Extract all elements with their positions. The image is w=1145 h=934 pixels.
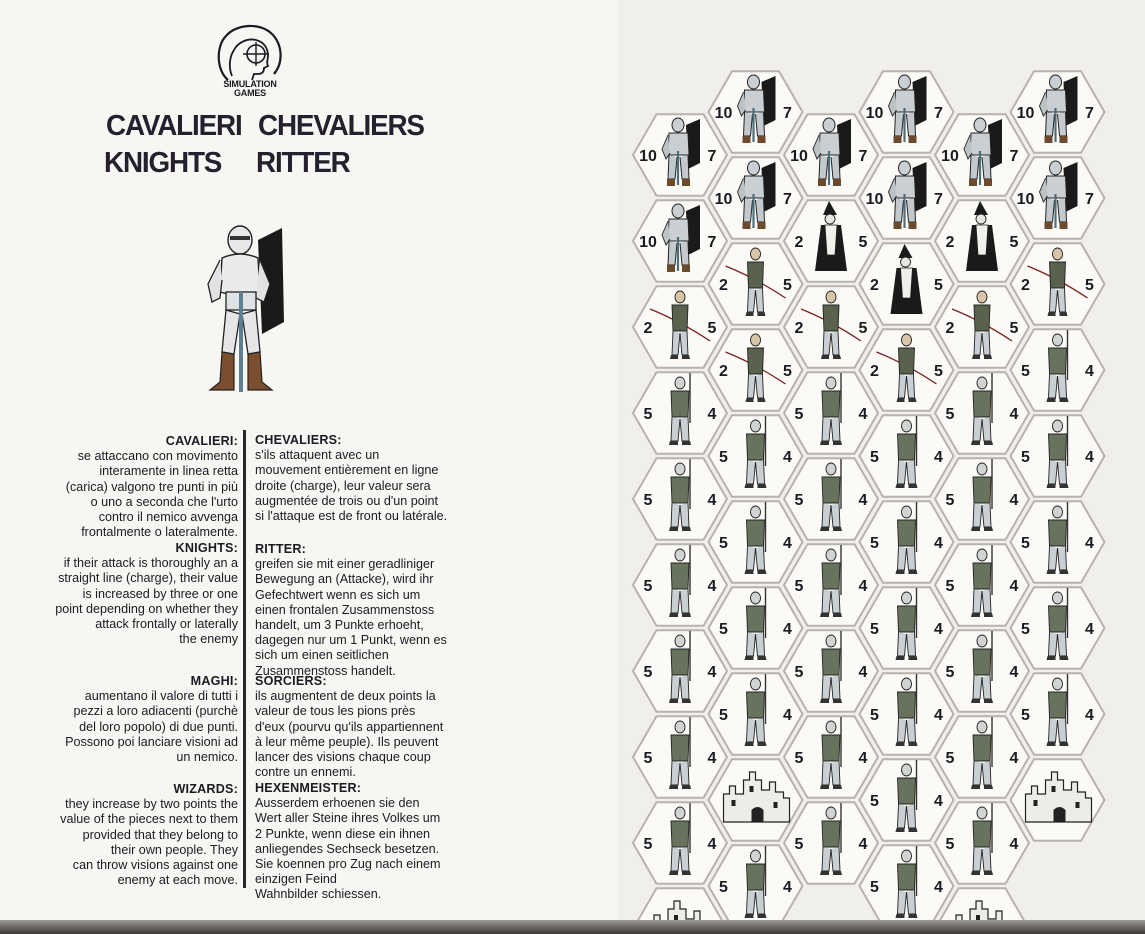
wizard-counter[interactable] <box>860 243 954 324</box>
soldier-counter[interactable] <box>1011 587 1105 668</box>
counter-attack-value: 5 <box>1021 449 1030 466</box>
counter-attack-value: 5 <box>794 406 804 423</box>
soldier-counter[interactable] <box>784 458 878 539</box>
counter-attack-value: 5 <box>643 664 653 681</box>
counter-attack-value: 5 <box>643 406 653 423</box>
counter-defense-value: 4 <box>783 621 792 638</box>
counter-defense-value: 5 <box>934 277 943 294</box>
counter-attack-value: 10 <box>865 105 884 122</box>
soldier-counter[interactable] <box>860 759 954 840</box>
counter-attack-value: 5 <box>945 750 955 767</box>
counter-defense-value: 4 <box>858 750 868 767</box>
soldier-counter[interactable] <box>709 501 803 582</box>
soldier-counter[interactable] <box>860 415 954 496</box>
counter-defense-value: 5 <box>1009 234 1019 251</box>
counter-defense-value: 4 <box>1009 492 1019 509</box>
counter-attack-value: 10 <box>639 148 657 165</box>
soldier-counter[interactable] <box>860 501 954 582</box>
counter-defense-value: 5 <box>858 234 868 251</box>
soldier-counter[interactable] <box>784 802 878 883</box>
soldier-counter[interactable] <box>709 415 803 496</box>
card-edge-shadow <box>0 920 1145 934</box>
counter-attack-value: 2 <box>643 320 653 337</box>
soldier-counter[interactable] <box>935 630 1029 711</box>
counter-defense-value: 4 <box>783 449 792 466</box>
counter-attack-value: 5 <box>794 664 804 681</box>
counter-defense-value: 5 <box>858 320 868 337</box>
archer-counter[interactable] <box>633 286 727 367</box>
counter-attack-value: 5 <box>1021 621 1030 638</box>
counter-attack-value: 5 <box>870 793 879 810</box>
counter-defense-value: 4 <box>707 406 717 423</box>
counter-attack-value: 2 <box>870 277 879 294</box>
counter-defense-value: 4 <box>858 492 868 509</box>
castle-counter[interactable] <box>1011 759 1105 840</box>
counter-defense-value: 4 <box>934 449 943 466</box>
counter-defense-value: 4 <box>858 836 868 853</box>
knight-counter[interactable] <box>633 200 727 281</box>
counter-attack-value: 5 <box>719 621 728 638</box>
counter-defense-value: 4 <box>707 578 717 595</box>
counter-attack-value: 5 <box>945 664 955 681</box>
counter-defense-value: 7 <box>934 191 943 208</box>
knight-counter[interactable] <box>633 114 727 195</box>
counter-defense-value: 4 <box>783 707 792 724</box>
soldier-counter[interactable] <box>633 630 727 711</box>
soldier-counter[interactable] <box>633 802 727 883</box>
counter-defense-value: 7 <box>707 148 717 165</box>
rules-maghi: MAGHI: aumentano il valore di tutti i pezzi a loro adiacenti (purchè del loro popolo) di due punti. Possono poi lanciare visioni ad un nemico. <box>65 674 238 765</box>
castle-counter[interactable] <box>709 759 803 840</box>
counter-attack-value: 5 <box>870 449 879 466</box>
counter-defense-value: 7 <box>1085 105 1094 122</box>
knight-illustration <box>200 222 290 400</box>
counter-defense-value: 4 <box>934 707 943 724</box>
counter-attack-value: 5 <box>945 578 955 595</box>
archer-counter[interactable] <box>935 286 1029 367</box>
counter-attack-value: 5 <box>794 836 804 853</box>
counter-defense-value: 4 <box>934 793 943 810</box>
knight-counter[interactable] <box>860 157 954 238</box>
counter-defense-value: 4 <box>1009 750 1019 767</box>
counter-attack-value: 10 <box>1016 191 1035 208</box>
counter-defense-value: 4 <box>858 578 868 595</box>
wizard-counter[interactable] <box>935 200 1029 281</box>
counter-attack-value: 5 <box>719 449 728 466</box>
wizard-counter[interactable] <box>784 200 878 281</box>
counter-attack-value: 2 <box>794 320 804 337</box>
title-italian: CAVALIERI <box>106 110 242 142</box>
counter-attack-value: 2 <box>794 234 804 251</box>
counter-attack-value: 10 <box>714 105 733 122</box>
counter-attack-value: 2 <box>719 363 728 380</box>
counter-attack-value: 5 <box>719 535 728 552</box>
rules-wizards: WIZARDS: they increase by two points the value of the pieces next to them provided that they belong to their own people. They can throw visions against one enemy at each move. <box>60 782 238 888</box>
soldier-counter[interactable] <box>1011 415 1105 496</box>
counter-attack-value: 10 <box>941 148 959 165</box>
counter-defense-value: 7 <box>1009 148 1019 165</box>
rules-knights: KNIGHTS: if their attack is thoroughly an a straight line (charge), their value is increased by three or one point depending on whether they attack frontally or laterally the enemy <box>55 541 238 647</box>
soldier-counter[interactable] <box>935 458 1029 539</box>
soldier-counter[interactable] <box>633 458 727 539</box>
counter-defense-value: 7 <box>1085 191 1094 208</box>
soldier-counter[interactable] <box>633 716 727 797</box>
soldier-counter[interactable] <box>935 716 1029 797</box>
knight-counter[interactable] <box>709 157 803 238</box>
counter-defense-value: 4 <box>783 879 792 896</box>
soldier-counter[interactable] <box>633 372 727 453</box>
rules-chevaliers: CHEVALIERS: s'ils attaquent avec un mouvement entièrement en ligne droite (charge), leur valeur sera augmentée de trois ou d'un point si l'attaque est de front ou latérale. <box>255 433 448 524</box>
counter-attack-value: 10 <box>1016 105 1035 122</box>
knight-counter[interactable] <box>1011 71 1105 152</box>
counter-defense-value: 7 <box>783 105 792 122</box>
counter-attack-value: 5 <box>719 879 728 896</box>
counter-defense-value: 4 <box>858 406 868 423</box>
soldier-counter[interactable] <box>860 845 954 920</box>
counter-attack-value: 5 <box>794 492 804 509</box>
counter-attack-value: 5 <box>719 707 728 724</box>
counter-attack-value: 5 <box>945 406 955 423</box>
counter-defense-value: 5 <box>783 277 792 294</box>
title-english: KNIGHTS <box>104 147 222 179</box>
counter-defense-value: 4 <box>783 535 792 552</box>
counter-attack-value: 5 <box>870 535 879 552</box>
counter-attack-value: 5 <box>1021 363 1030 380</box>
counter-attack-value: 5 <box>643 750 653 767</box>
counter-attack-value: 5 <box>643 578 653 595</box>
counter-defense-value: 4 <box>707 750 717 767</box>
soldier-counter[interactable] <box>1011 673 1105 754</box>
soldier-counter[interactable] <box>784 630 878 711</box>
soldier-counter[interactable] <box>709 673 803 754</box>
counter-attack-value: 10 <box>790 148 808 165</box>
knight-counter[interactable] <box>784 114 878 195</box>
publisher-name: SIMULATION GAMES <box>223 79 277 98</box>
archer-counter[interactable] <box>784 286 878 367</box>
counter-defense-value: 4 <box>1009 836 1019 853</box>
counter-defense-value: 4 <box>1085 535 1094 552</box>
column-divider <box>243 430 246 888</box>
counter-defense-value: 5 <box>783 363 792 380</box>
soldier-counter[interactable] <box>709 587 803 668</box>
counter-attack-value: 5 <box>945 492 955 509</box>
counter-defense-value: 4 <box>1085 621 1094 638</box>
soldier-counter[interactable] <box>633 544 727 625</box>
counter-attack-value: 5 <box>794 578 804 595</box>
title-german: RITTER <box>256 147 350 179</box>
counter-defense-value: 4 <box>707 492 717 509</box>
soldier-counter[interactable] <box>935 802 1029 883</box>
counter-defense-value: 4 <box>934 621 943 638</box>
counter-attack-value: 5 <box>794 750 804 767</box>
archer-counter[interactable] <box>709 329 803 410</box>
soldier-counter[interactable] <box>1011 329 1105 410</box>
counter-attack-value: 5 <box>1021 535 1030 552</box>
counter-attack-value: 5 <box>870 879 879 896</box>
rules-sorciers: SORCIERS: ils augmentent de deux points la valeur de tous les pions près d'eux (pourvu qu'ils appartiennent à leur même peuple). Ils peuvent lancer des visions chaque coup contre un ennemi. <box>255 674 444 780</box>
counter-attack-value: 5 <box>945 836 955 853</box>
rules-hexenmeister: HEXENMEISTER: Ausserdem erhoenen sie den Wert aller Steine ihres Volkes um 2 Punkte, wenn diese ein ihnen anliegendes Sechseck besetzen. Sie koennen pro Zug nach einem einzigen Feind Wahnbilder schiessen. <box>255 781 441 902</box>
soldier-counter[interactable] <box>784 716 878 797</box>
soldier-counter[interactable] <box>935 544 1029 625</box>
counter-defense-value: 4 <box>1085 449 1094 466</box>
counter-defense-value: 4 <box>934 535 943 552</box>
counter-defense-value: 4 <box>1009 406 1019 423</box>
counter-defense-value: 4 <box>1009 578 1019 595</box>
title-french: CHEVALIERS <box>258 110 424 142</box>
counter-defense-value: 4 <box>707 836 717 853</box>
counter-attack-value: 5 <box>1021 707 1030 724</box>
knight-counter[interactable] <box>860 71 954 152</box>
counter-attack-value: 2 <box>1021 277 1030 294</box>
rules-ritter: RITTER: greifen sie mit einer geradliniger Bewegung an (Attacke), wird ihr Gefechtwert wenn es sich um einen frontalen Zusammenstoss handelt, um 3 Punkte erhoeht, dagegen nur um 1 Punkt, wenn es sich um einen seitlichen Zusammenstoss handelt. <box>255 542 447 678</box>
soldier-counter[interactable] <box>1011 501 1105 582</box>
counter-defense-value: 4 <box>934 879 943 896</box>
counter-defense-value: 4 <box>1085 707 1094 724</box>
counter-defense-value: 4 <box>1009 664 1019 681</box>
soldier-counter[interactable] <box>784 372 878 453</box>
archer-counter[interactable] <box>1011 243 1105 324</box>
counter-attack-value: 2 <box>945 234 955 251</box>
archer-counter[interactable] <box>709 243 803 324</box>
archer-counter[interactable] <box>860 329 954 410</box>
soldier-counter[interactable] <box>709 845 803 920</box>
counter-defense-value: 7 <box>858 148 868 165</box>
counter-attack-value: 10 <box>639 234 657 251</box>
counter-defense-value: 7 <box>707 234 717 251</box>
rules-cavalieri: CAVALIERI: se attaccano con movimento interamente in linea retta (carica) valgono tre punti in più o uno a seconda che l'urto contro il nemico avvenga frontalmente o lateralmente. <box>65 434 238 540</box>
counter-attack-value: 2 <box>870 363 879 380</box>
counter-defense-value: 5 <box>1009 320 1019 337</box>
counter-attack-value: 5 <box>643 492 653 509</box>
counter-defense-value: 5 <box>707 320 717 337</box>
counter-defense-value: 7 <box>934 105 943 122</box>
counter-defense-value: 7 <box>783 191 792 208</box>
counter-sheet <box>618 0 1145 920</box>
counter-attack-value: 5 <box>643 836 653 853</box>
counter-attack-value: 5 <box>870 621 879 638</box>
counter-attack-value: 10 <box>865 191 884 208</box>
knight-counter[interactable] <box>709 71 803 152</box>
soldier-counter[interactable] <box>784 544 878 625</box>
counter-defense-value: 4 <box>1085 363 1094 380</box>
counter-attack-value: 2 <box>719 277 728 294</box>
counter-defense-value: 5 <box>1085 277 1094 294</box>
counter-defense-value: 5 <box>934 363 943 380</box>
soldier-counter[interactable] <box>860 673 954 754</box>
counter-defense-value: 4 <box>707 664 717 681</box>
soldier-counter[interactable] <box>935 372 1029 453</box>
soldier-counter[interactable] <box>860 587 954 668</box>
knight-counter[interactable] <box>935 114 1029 195</box>
counter-attack-value: 10 <box>714 191 733 208</box>
knight-counter[interactable] <box>1011 157 1105 238</box>
counter-defense-value: 4 <box>858 664 868 681</box>
counter-attack-value: 5 <box>870 707 879 724</box>
counter-attack-value: 2 <box>945 320 955 337</box>
